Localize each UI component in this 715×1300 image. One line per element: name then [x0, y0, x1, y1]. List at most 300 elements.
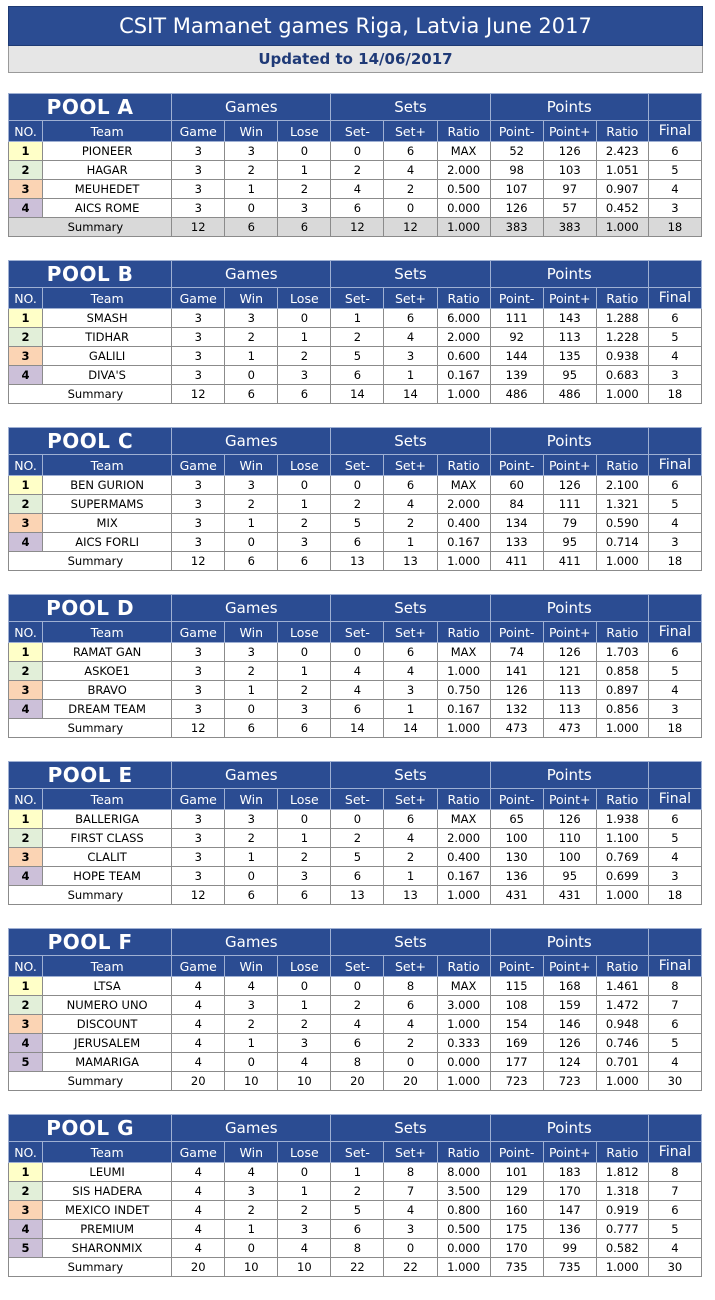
cell-set-plus: 4: [384, 829, 437, 848]
pool-header-row: [9, 1115, 702, 1142]
cell-team: RAMAT GAN: [43, 643, 172, 662]
cell-game: 3: [172, 533, 225, 552]
final-group-header: [648, 595, 701, 622]
column-header-row: [9, 622, 702, 643]
cell-point-plus: 110: [543, 829, 596, 848]
cell-set-ratio: 1.000: [437, 1015, 490, 1034]
cell-lose: 4: [278, 1239, 331, 1258]
cell-set-minus: 5: [331, 347, 384, 366]
cell-point-plus: 126: [543, 643, 596, 662]
cell-set-minus: 1: [331, 1163, 384, 1182]
summary-set-plus: 22: [384, 1258, 437, 1277]
cell-team: SIS HADERA: [43, 1182, 172, 1201]
cell-set-plus: 6: [384, 643, 437, 662]
cell-win: 0: [225, 700, 278, 719]
cell-set-ratio: 0.000: [437, 1053, 490, 1072]
cell-point-minus: 98: [490, 161, 543, 180]
cell-rank: 2: [9, 328, 43, 347]
cell-rank: 4: [9, 867, 43, 886]
cell-final: 3: [648, 700, 701, 719]
column-header-point-plus: Point+: [543, 956, 596, 977]
cell-win: 0: [225, 1053, 278, 1072]
cell-point-plus: 136: [543, 1220, 596, 1239]
cell-set-minus: 6: [331, 1220, 384, 1239]
cell-point-ratio: 0.714: [596, 533, 648, 552]
cell-point-ratio: 1.812: [596, 1163, 648, 1182]
team-row: [9, 848, 702, 867]
column-header-final: Final: [648, 622, 701, 643]
cell-lose: 1: [278, 161, 331, 180]
column-header-set-ratio: Ratio: [437, 956, 490, 977]
summary-point-ratio: 1.000: [596, 385, 648, 404]
cell-game: 4: [172, 1034, 225, 1053]
cell-team: PIONEER: [43, 142, 172, 161]
column-header-rank: NO.: [9, 121, 43, 142]
cell-set-plus: 4: [384, 328, 437, 347]
cell-rank: 1: [9, 1163, 43, 1182]
cell-rank: 1: [9, 142, 43, 161]
cell-set-plus: 2: [384, 180, 437, 199]
cell-final: 4: [648, 1239, 701, 1258]
cell-point-ratio: 1.051: [596, 161, 648, 180]
cell-win: 4: [225, 1163, 278, 1182]
summary-point-plus: 383: [543, 218, 596, 237]
cell-set-plus: 8: [384, 1163, 437, 1182]
cell-point-ratio: 0.777: [596, 1220, 648, 1239]
cell-set-plus: 2: [384, 514, 437, 533]
cell-win: 3: [225, 142, 278, 161]
cell-point-minus: 129: [490, 1182, 543, 1201]
cell-final: 5: [648, 829, 701, 848]
column-header-rank: NO.: [9, 622, 43, 643]
cell-point-ratio: 0.582: [596, 1239, 648, 1258]
cell-game: 3: [172, 867, 225, 886]
cell-lose: 0: [278, 1163, 331, 1182]
cell-rank: 3: [9, 848, 43, 867]
column-header-point-ratio: Ratio: [596, 622, 648, 643]
points-group-header: Points: [490, 428, 648, 455]
cell-set-minus: 0: [331, 810, 384, 829]
cell-point-plus: 95: [543, 366, 596, 385]
cell-point-plus: 126: [543, 810, 596, 829]
cell-set-plus: 6: [384, 996, 437, 1015]
cell-set-plus: 1: [384, 700, 437, 719]
cell-rank: 3: [9, 681, 43, 700]
cell-point-plus: 111: [543, 495, 596, 514]
column-header-game: Game: [172, 121, 225, 142]
cell-team: LTSA: [43, 977, 172, 996]
cell-set-minus: 5: [331, 848, 384, 867]
summary-point-plus: 486: [543, 385, 596, 404]
points-group-header: Points: [490, 94, 648, 121]
pool-header-row: [9, 762, 702, 789]
cell-team: LEUMI: [43, 1163, 172, 1182]
cell-win: 1: [225, 1034, 278, 1053]
summary-point-plus: 431: [543, 886, 596, 905]
column-header-game: Game: [172, 622, 225, 643]
cell-point-plus: 126: [543, 476, 596, 495]
cell-set-ratio: 0.750: [437, 681, 490, 700]
column-header-set-plus: Set+: [384, 288, 437, 309]
cell-set-ratio: 2.000: [437, 161, 490, 180]
cell-set-plus: 4: [384, 1015, 437, 1034]
cell-set-ratio: MAX: [437, 142, 490, 161]
cell-final: 5: [648, 1034, 701, 1053]
cell-win: 2: [225, 1015, 278, 1034]
cell-point-ratio: 2.423: [596, 142, 648, 161]
column-header-set-minus: Set-: [331, 121, 384, 142]
cell-game: 3: [172, 180, 225, 199]
points-group-header: Points: [490, 762, 648, 789]
games-group-header: Games: [172, 261, 331, 288]
points-group-header: Points: [490, 261, 648, 288]
summary-win: 10: [225, 1258, 278, 1277]
cell-set-ratio: 3.000: [437, 996, 490, 1015]
cell-final: 7: [648, 1182, 701, 1201]
team-row: [9, 1201, 702, 1220]
cell-set-minus: 4: [331, 681, 384, 700]
cell-lose: 3: [278, 366, 331, 385]
column-header-point-plus: Point+: [543, 789, 596, 810]
cell-set-ratio: 0.800: [437, 1201, 490, 1220]
cell-set-minus: 6: [331, 867, 384, 886]
cell-set-plus: 4: [384, 662, 437, 681]
column-header-set-minus: Set-: [331, 622, 384, 643]
cell-win: 3: [225, 309, 278, 328]
cell-game: 4: [172, 1220, 225, 1239]
column-header-game: Game: [172, 455, 225, 476]
team-row: [9, 1053, 702, 1072]
points-group-header: Points: [490, 595, 648, 622]
summary-set-minus: 13: [331, 552, 384, 571]
cell-set-ratio: 0.167: [437, 533, 490, 552]
cell-point-minus: 101: [490, 1163, 543, 1182]
cell-team: MEUHEDET: [43, 180, 172, 199]
summary-set-minus: 14: [331, 385, 384, 404]
cell-rank: 3: [9, 180, 43, 199]
cell-win: 3: [225, 996, 278, 1015]
cell-set-plus: 1: [384, 867, 437, 886]
summary-set-ratio: 1.000: [437, 1258, 490, 1277]
summary-final: 18: [648, 218, 701, 237]
cell-final: 7: [648, 996, 701, 1015]
team-row: [9, 643, 702, 662]
cell-point-ratio: 0.769: [596, 848, 648, 867]
cell-set-minus: 6: [331, 1034, 384, 1053]
summary-point-minus: 411: [490, 552, 543, 571]
column-header-win: Win: [225, 789, 278, 810]
column-header-point-plus: Point+: [543, 288, 596, 309]
cell-set-ratio: 0.167: [437, 366, 490, 385]
cell-set-plus: 6: [384, 142, 437, 161]
cell-set-plus: 4: [384, 161, 437, 180]
cell-team: SMASH: [43, 309, 172, 328]
column-header-final: Final: [648, 121, 701, 142]
summary-lose: 6: [278, 719, 331, 738]
cell-point-minus: 169: [490, 1034, 543, 1053]
cell-point-ratio: 0.858: [596, 662, 648, 681]
cell-game: 4: [172, 1163, 225, 1182]
cell-win: 2: [225, 161, 278, 180]
games-group-header: Games: [172, 929, 331, 956]
cell-rank: 1: [9, 643, 43, 662]
pool-name: POOL C: [9, 428, 172, 455]
cell-game: 3: [172, 514, 225, 533]
column-header-set-minus: Set-: [331, 288, 384, 309]
column-header-game: Game: [172, 288, 225, 309]
cell-rank: 2: [9, 996, 43, 1015]
cell-point-plus: 113: [543, 328, 596, 347]
cell-game: 3: [172, 681, 225, 700]
column-header-set-plus: Set+: [384, 1142, 437, 1163]
summary-set-ratio: 1.000: [437, 218, 490, 237]
summary-final: 18: [648, 719, 701, 738]
cell-team: FIRST CLASS: [43, 829, 172, 848]
team-row: [9, 977, 702, 996]
cell-set-ratio: MAX: [437, 977, 490, 996]
cell-lose: 1: [278, 996, 331, 1015]
cell-set-ratio: MAX: [437, 810, 490, 829]
cell-game: 3: [172, 366, 225, 385]
cell-point-minus: 107: [490, 180, 543, 199]
cell-point-minus: 154: [490, 1015, 543, 1034]
cell-point-plus: 126: [543, 142, 596, 161]
cell-set-ratio: 0.167: [437, 867, 490, 886]
cell-team: BRAVO: [43, 681, 172, 700]
cell-set-ratio: 2.000: [437, 495, 490, 514]
cell-set-minus: 2: [331, 829, 384, 848]
cell-point-ratio: 0.948: [596, 1015, 648, 1034]
cell-rank: 3: [9, 1201, 43, 1220]
team-row: [9, 867, 702, 886]
cell-final: 8: [648, 977, 701, 996]
cell-point-minus: 126: [490, 199, 543, 218]
cell-set-minus: 2: [331, 495, 384, 514]
cell-team: TIDHAR: [43, 328, 172, 347]
summary-lose: 6: [278, 886, 331, 905]
cell-game: 3: [172, 347, 225, 366]
cell-win: 1: [225, 347, 278, 366]
cell-point-plus: 121: [543, 662, 596, 681]
cell-set-minus: 4: [331, 662, 384, 681]
cell-point-minus: 177: [490, 1053, 543, 1072]
column-header-set-ratio: Ratio: [437, 121, 490, 142]
cell-set-minus: 5: [331, 1201, 384, 1220]
cell-set-ratio: 0.333: [437, 1034, 490, 1053]
final-group-header: [648, 428, 701, 455]
cell-game: 3: [172, 848, 225, 867]
column-header-team: Team: [43, 1142, 172, 1163]
cell-point-minus: 170: [490, 1239, 543, 1258]
cell-lose: 2: [278, 514, 331, 533]
team-row: [9, 996, 702, 1015]
sets-group-header: Sets: [331, 762, 490, 789]
cell-final: 6: [648, 1201, 701, 1220]
cell-point-ratio: 0.452: [596, 199, 648, 218]
cell-team: BEN GURION: [43, 476, 172, 495]
team-row: [9, 366, 702, 385]
cell-lose: 3: [278, 199, 331, 218]
cell-team: AICS FORLI: [43, 533, 172, 552]
team-row: [9, 514, 702, 533]
cell-rank: 4: [9, 1034, 43, 1053]
cell-point-ratio: 0.746: [596, 1034, 648, 1053]
cell-point-ratio: 1.100: [596, 829, 648, 848]
column-header-point-minus: Point-: [490, 956, 543, 977]
cell-point-plus: 124: [543, 1053, 596, 1072]
column-header-point-plus: Point+: [543, 1142, 596, 1163]
cell-lose: 1: [278, 328, 331, 347]
team-row: [9, 1015, 702, 1034]
cell-game: 3: [172, 829, 225, 848]
cell-team: BALLERIGA: [43, 810, 172, 829]
cell-point-ratio: 0.699: [596, 867, 648, 886]
cell-lose: 3: [278, 1034, 331, 1053]
column-header-lose: Lose: [278, 789, 331, 810]
cell-win: 0: [225, 867, 278, 886]
cell-set-minus: 0: [331, 643, 384, 662]
column-header-lose: Lose: [278, 455, 331, 476]
cell-win: 0: [225, 1239, 278, 1258]
final-group-header: [648, 762, 701, 789]
games-group-header: Games: [172, 762, 331, 789]
cell-final: 5: [648, 1220, 701, 1239]
cell-team: MEXICO INDET: [43, 1201, 172, 1220]
summary-set-ratio: 1.000: [437, 385, 490, 404]
cell-point-minus: 136: [490, 867, 543, 886]
pools-container: [8, 93, 703, 1300]
cell-point-plus: 95: [543, 867, 596, 886]
cell-team: PREMIUM: [43, 1220, 172, 1239]
cell-lose: 1: [278, 495, 331, 514]
summary-point-minus: 473: [490, 719, 543, 738]
column-header-set-plus: Set+: [384, 956, 437, 977]
cell-team: HAGAR: [43, 161, 172, 180]
cell-point-plus: 183: [543, 1163, 596, 1182]
cell-point-minus: 60: [490, 476, 543, 495]
cell-set-ratio: 0.500: [437, 180, 490, 199]
cell-lose: 0: [278, 476, 331, 495]
cell-win: 3: [225, 1182, 278, 1201]
summary-lose: 10: [278, 1072, 331, 1091]
column-header-game: Game: [172, 956, 225, 977]
cell-set-plus: 8: [384, 977, 437, 996]
cell-game: 3: [172, 495, 225, 514]
cell-win: 0: [225, 533, 278, 552]
cell-set-plus: 7: [384, 1182, 437, 1201]
summary-set-minus: 13: [331, 886, 384, 905]
team-row: [9, 180, 702, 199]
cell-rank: 3: [9, 1015, 43, 1034]
column-header-set-plus: Set+: [384, 455, 437, 476]
cell-set-ratio: 8.000: [437, 1163, 490, 1182]
column-header-point-minus: Point-: [490, 1142, 543, 1163]
pool-name: POOL A: [9, 94, 172, 121]
cell-point-minus: 115: [490, 977, 543, 996]
cell-lose: 1: [278, 1182, 331, 1201]
cell-rank: 4: [9, 700, 43, 719]
summary-set-minus: 12: [331, 218, 384, 237]
page-header: [8, 6, 703, 73]
cell-final: 3: [648, 867, 701, 886]
column-header-point-plus: Point+: [543, 622, 596, 643]
column-header-row: [9, 1142, 702, 1163]
cell-set-ratio: 1.000: [437, 662, 490, 681]
cell-point-plus: 97: [543, 180, 596, 199]
cell-final: 4: [648, 1053, 701, 1072]
cell-set-minus: 4: [331, 180, 384, 199]
cell-final: 5: [648, 495, 701, 514]
summary-final: 30: [648, 1072, 701, 1091]
cell-point-plus: 143: [543, 309, 596, 328]
cell-point-plus: 57: [543, 199, 596, 218]
summary-label: Summary: [9, 719, 172, 738]
cell-final: 3: [648, 366, 701, 385]
summary-label: Summary: [9, 1072, 172, 1091]
summary-label: Summary: [9, 385, 172, 404]
cell-point-minus: 84: [490, 495, 543, 514]
summary-final: 18: [648, 886, 701, 905]
summary-set-ratio: 1.000: [437, 1072, 490, 1091]
cell-set-ratio: 2.000: [437, 328, 490, 347]
cell-lose: 0: [278, 810, 331, 829]
cell-set-plus: 4: [384, 495, 437, 514]
team-row: [9, 476, 702, 495]
column-header-row: [9, 789, 702, 810]
cell-set-plus: 0: [384, 1239, 437, 1258]
summary-win: 6: [225, 719, 278, 738]
cell-game: 4: [172, 977, 225, 996]
cell-game: 3: [172, 199, 225, 218]
points-group-header: Points: [490, 929, 648, 956]
cell-set-minus: 2: [331, 328, 384, 347]
sets-group-header: Sets: [331, 261, 490, 288]
summary-point-ratio: 1.000: [596, 1072, 648, 1091]
page-title: CSIT Mamanet games Riga, Latvia June 2017: [8, 6, 703, 46]
cell-win: 1: [225, 514, 278, 533]
cell-set-minus: 2: [331, 161, 384, 180]
cell-point-minus: 132: [490, 700, 543, 719]
column-header-point-minus: Point-: [490, 288, 543, 309]
cell-point-plus: 103: [543, 161, 596, 180]
cell-point-plus: 113: [543, 700, 596, 719]
cell-set-ratio: 0.600: [437, 347, 490, 366]
cell-lose: 2: [278, 180, 331, 199]
team-row: [9, 662, 702, 681]
summary-point-plus: 723: [543, 1072, 596, 1091]
team-row: [9, 309, 702, 328]
cell-set-plus: 2: [384, 848, 437, 867]
summary-lose: 6: [278, 552, 331, 571]
summary-game: 12: [172, 218, 225, 237]
summary-set-plus: 13: [384, 886, 437, 905]
cell-final: 5: [648, 161, 701, 180]
cell-lose: 3: [278, 867, 331, 886]
cell-lose: 2: [278, 681, 331, 700]
cell-game: 3: [172, 161, 225, 180]
cell-set-ratio: 3.500: [437, 1182, 490, 1201]
column-header-lose: Lose: [278, 622, 331, 643]
cell-point-ratio: 0.919: [596, 1201, 648, 1220]
cell-win: 2: [225, 328, 278, 347]
cell-final: 4: [648, 180, 701, 199]
column-header-lose: Lose: [278, 121, 331, 142]
cell-win: 0: [225, 366, 278, 385]
cell-set-plus: 0: [384, 1053, 437, 1072]
cell-game: 4: [172, 1201, 225, 1220]
column-header-rank: NO.: [9, 455, 43, 476]
summary-point-minus: 735: [490, 1258, 543, 1277]
